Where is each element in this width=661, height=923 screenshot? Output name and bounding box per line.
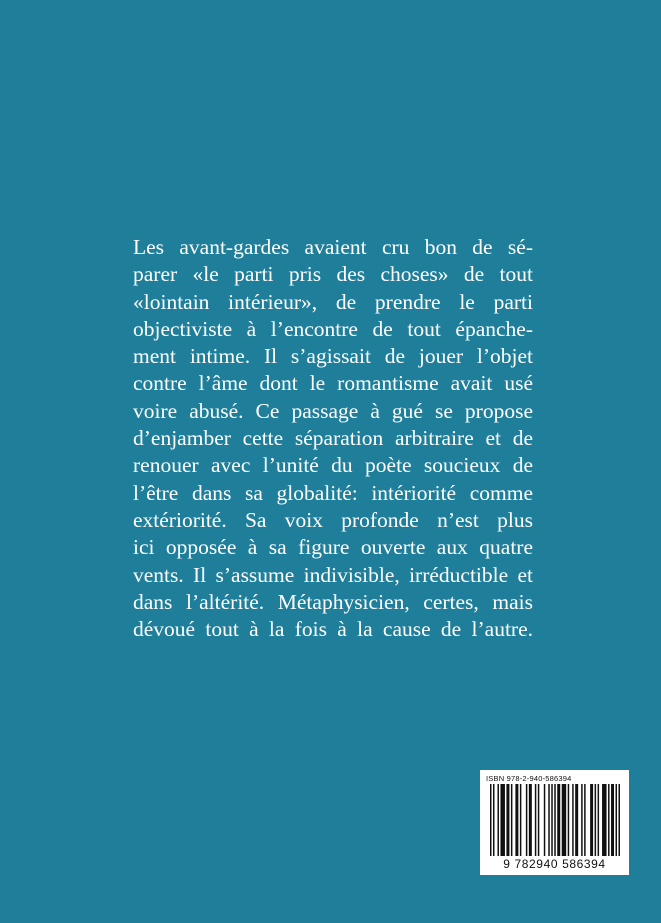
ean-digits: 9 782940 586394 — [503, 857, 606, 871]
isbn-label: ISBN 978-2-940-586394 — [486, 774, 572, 783]
blurb-line: ment intime. Il s’agissait de jouer l’objet — [133, 344, 533, 369]
blurb-line: «lointain intérieur», de prendre le parti — [133, 289, 533, 314]
blurb-line: vents. Il s’assume indivisible, irréductible et — [133, 562, 533, 587]
blurb-line: ici opposée à sa figure ouverte aux quatre — [133, 535, 533, 560]
blurb-line: voire abusé. Ce passage à gué se propose — [133, 398, 533, 423]
blurb-line: extériorité. Sa voix profonde n’est plus — [133, 507, 533, 532]
blurb-line: l’être dans sa globalité: intériorité comme — [133, 480, 533, 505]
blurb-line: dans l’altérité. Métaphysicien, certes, mais — [133, 589, 533, 614]
blurb-line: Les avant-gardes avaient cru bon de sé- — [133, 235, 533, 259]
blurb-line: dévoué tout à la fois à la cause de l’autre. — [133, 617, 533, 642]
blurb-line: d’enjamber cette séparation arbitraire et de — [133, 426, 533, 451]
blurb-line: contre l’âme dont le romantisme avait usé — [133, 371, 533, 396]
back-cover-blurb — [133, 234, 533, 643]
blurb-line: parer «le parti pris des choses» de tout — [133, 262, 533, 287]
barcode-bars-icon — [490, 784, 620, 856]
isbn-barcode — [480, 770, 629, 875]
blurb-line: objectiviste à l’encontre de tout épanche- — [133, 316, 533, 341]
blurb-line: renouer avec l’unité du poète soucieux de — [133, 453, 533, 478]
